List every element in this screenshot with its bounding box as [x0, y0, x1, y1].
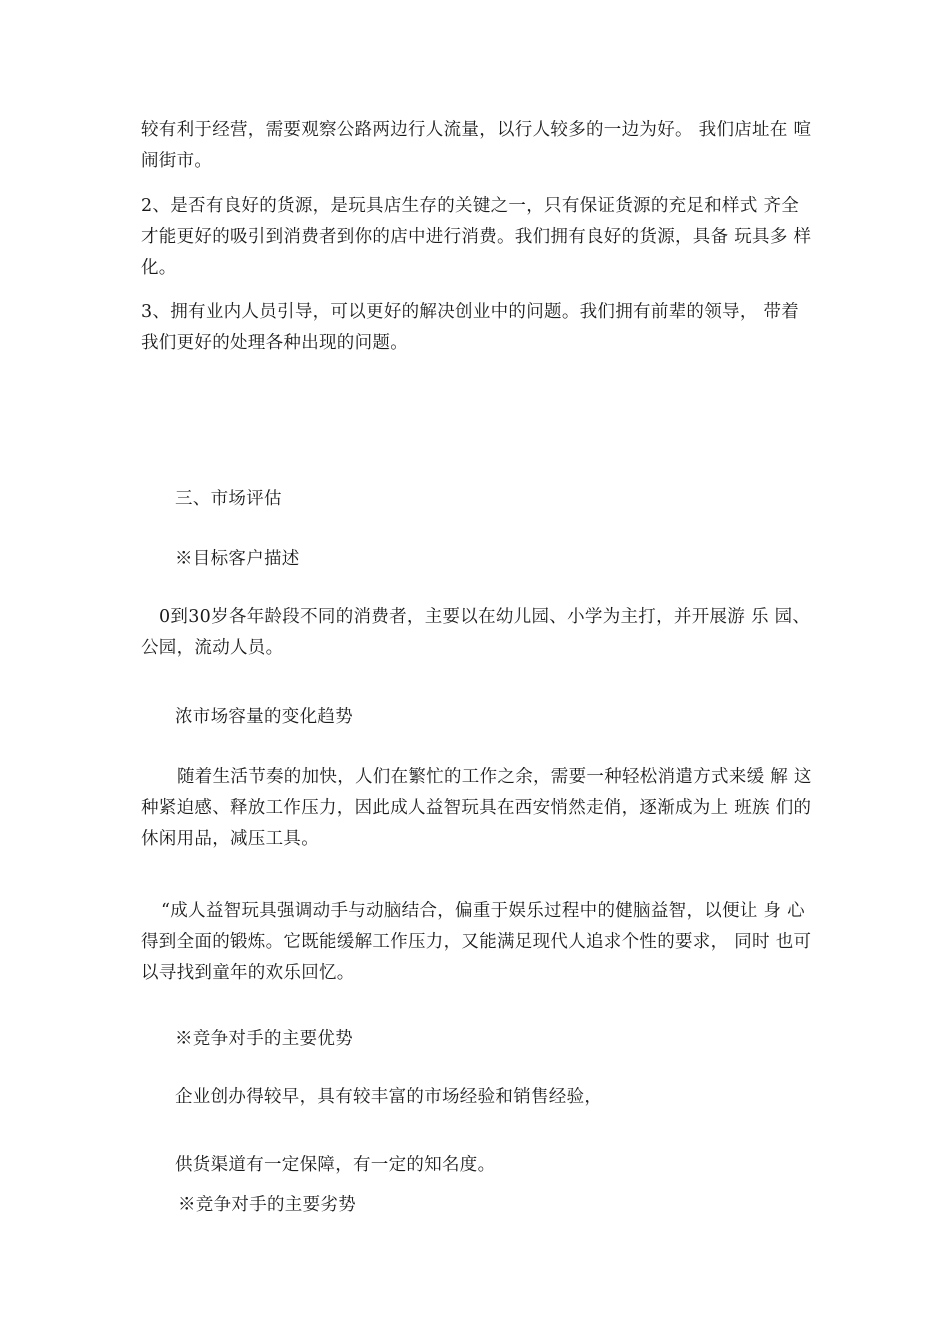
- subheading-competitor-weaknesses: ※竞争对手的主要劣势: [178, 1195, 356, 1215]
- market-trend-text: 随着生活节奏的加快，人们在繁忙的工作之余，需要一种轻松消遣方式来缓 解 这种紧迫感、释放工作压力，因此成人益智玩具在西安悄然走俏，逐渐成为上 班族 们的休闲用品，减压工具。: [141, 767, 812, 849]
- paragraph-target-customers: [141, 602, 821, 664]
- paragraph-quote: [141, 896, 821, 989]
- paragraph-market-trend: [141, 762, 821, 855]
- section-heading-market-assessment: 三、市场评估: [175, 489, 282, 509]
- paragraph-advantage-2: 供货渠道有一定保障，有一定的知名度。: [175, 1155, 496, 1175]
- target-customers-text: 0到30岁各年龄段不同的消费者，主要以在幼儿园、小学为主打，并开展游 乐 园、公园，流动人员。: [141, 607, 811, 658]
- paragraph-supply: 2、是否有良好的货源，是玩具店生存的关键之一，只有保证货源的充足和样式 齐全 才能更好的吸引到消费者到你的店中进行消费。我们拥有良好的货源，具备 玩具多 样化。: [141, 196, 812, 278]
- paragraph-advantage-1: 企业创办得较早，具有较丰富的市场经验和销售经验，: [175, 1087, 603, 1107]
- subheading-competitor-advantages: ※竞争对手的主要优势: [175, 1029, 353, 1049]
- paragraph-location: 较有利于经营，需要观察公路两边行人流量，以行人较多的一边为好。 我们店址在 喧闹街市。: [141, 120, 812, 171]
- quote-text: “成人益智玩具强调动手与动脑结合，偏重于娱乐过程中的健脑益智，以便让 身 心得到全面的锻炼。它既能缓解工作压力，又能满足现代人追求个性的要求， 同时 也可以寻找到童年的欢乐回忆。: [141, 901, 812, 983]
- subheading-target-customers: ※目标客户描述: [175, 549, 300, 569]
- subheading-market-trend: 浓市场容量的变化趋势: [175, 707, 353, 727]
- paragraph-guidance: 3、拥有业内人员引导，可以更好的解决创业中的问题。我们拥有前辈的领导， 带着 我们更好的处理各种出现的问题。: [141, 302, 800, 353]
